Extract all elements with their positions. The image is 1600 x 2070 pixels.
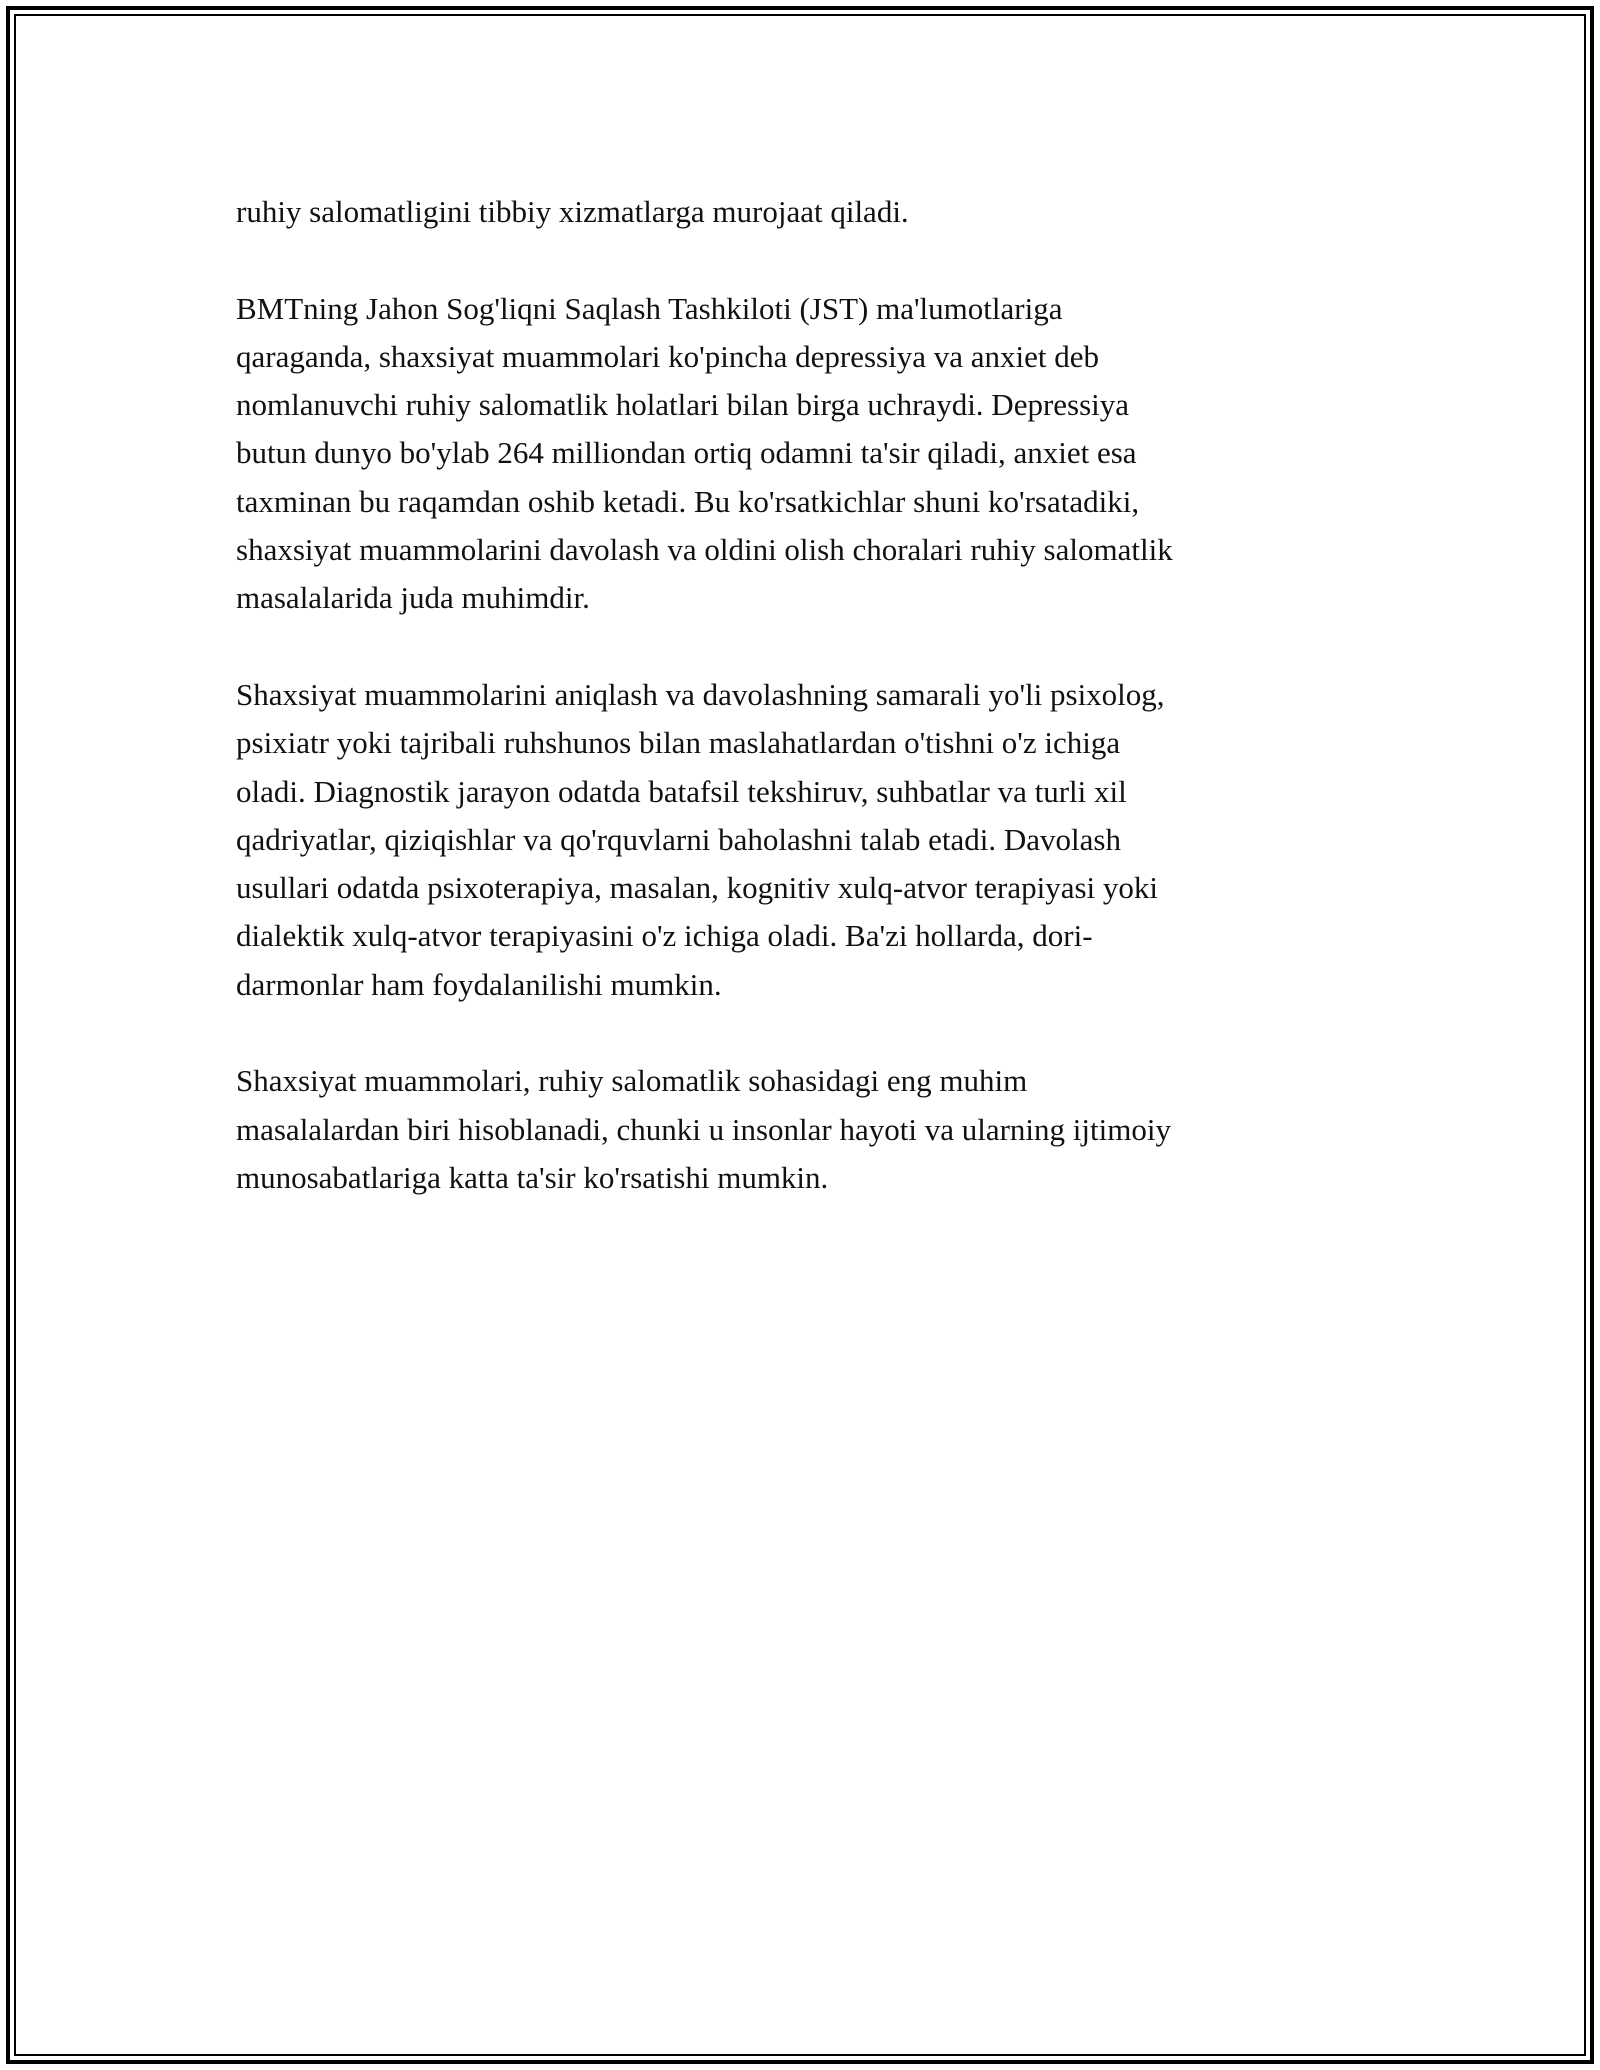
paragraph-diagnosis-treatment: Shaxsiyat muammolarini aniqlash va davolashning samarali yo'li psixolog, psixiatr yoki tajribali ruhshunos bilan maslahatlardan o'tishni o'z ichiga oladi. Diagnostik jarayon odatda batafsil tekshiruv, suhbatlar va turli xil qadriyatlar, qiziqishlar va qo'rquvlarni baholashni talab etadi. Davolash usullari odatda psixoterapiya, masalan, kognitiv xulq-atvor terapiyasi yoki dialektik xulq-atvor terapiyasini o'z ichiga oladi. Ba'zi hollarda, dori- darmonlar ham foydalanilishi mumkin.: [236, 676, 1165, 1002]
paragraph-who-statistics: BMTning Jahon Sog'liqni Saqlash Tashkiloti (JST) ma'lumotlariga qaraganda, shaxsiyat muammolari ko'pincha depressiya va anxiet deb nomlanuvchi ruhiy salomatlik holatlari bilan birga uchraydi. Depressiya butun dunyo bo'ylab 264 milliondan ortiq odamni ta'sir qiladi, anxiet esa taxminan bu raqamdan oshib ketadi. Bu ko'rsatkichlar shuni ko'rsatadiki, shaxsiyat muammolarini davolash va oldini olish choralari ruhiy salomatlik masalalarida juda muhimdir.: [236, 290, 1173, 616]
paragraph-conclusion: Shaxsiyat muammolari, ruhiy salomatlik sohasidagi eng muhim masalalardan biri hisoblanadi, chunki u insonlar hayoti va ularning ijtimoiy munosabatlariga katta ta'sir ko'rsatishi mumkin.: [236, 1063, 1171, 1195]
document-body: [236, 188, 1364, 1251]
paragraph-continuation: ruhiy salomatligini tibbiy xizmatlarga murojaat qiladi.: [236, 194, 909, 229]
